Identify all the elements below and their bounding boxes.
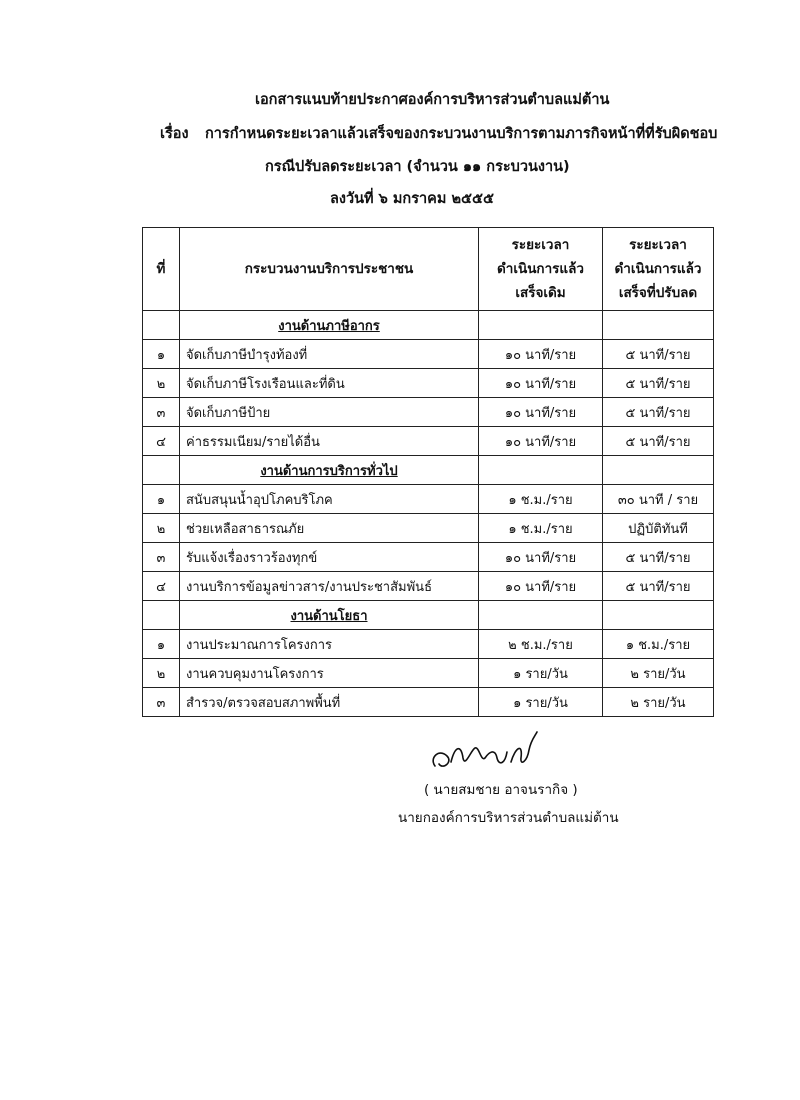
section-row <box>143 311 714 340</box>
section-no-cell <box>143 601 180 630</box>
col-header-old-line: ระยะเวลา <box>511 236 570 253</box>
section-title: งานด้านภาษีอากร <box>180 311 479 340</box>
process-name: งานบริการข้อมูลข่าวสาร/งานประชาสัมพันธ์ <box>186 579 433 595</box>
col-header-old-line: เสร็จเดิม <box>515 285 566 302</box>
process-name-cell <box>180 427 479 456</box>
new-duration: ๓๐ นาที / ราย <box>603 485 714 514</box>
row-number: ๔ <box>143 427 180 456</box>
col-header-new-time <box>603 228 714 311</box>
table-row <box>143 340 714 369</box>
section-old-cell <box>479 311 603 340</box>
new-duration: ๒ ราย/วัน <box>603 659 714 688</box>
table-row <box>143 514 714 543</box>
table-row <box>143 485 714 514</box>
process-table <box>142 227 714 717</box>
row-number: ๑ <box>143 485 180 514</box>
section-new-cell <box>603 311 714 340</box>
col-header-new-line: ระยะเวลา <box>629 236 687 253</box>
subject-subtitle: กรณีปรับลดระยะเวลา (จำนวน ๑๑ กระบวนงาน) <box>265 159 570 175</box>
old-duration: ๑ ราย/วัน <box>479 688 603 717</box>
new-duration: ๒ ราย/วัน <box>603 688 714 717</box>
new-duration: ๕ นาที/ราย <box>603 543 714 572</box>
section-row <box>143 601 714 630</box>
section-new-cell <box>603 601 714 630</box>
process-name-cell <box>180 398 479 427</box>
old-duration: ๑ ช.ม./ราย <box>479 514 603 543</box>
old-duration: ๑๐ นาที/ราย <box>479 427 603 456</box>
col-header-no: ที่ <box>143 228 180 311</box>
new-duration: ๕ นาที/ราย <box>603 398 714 427</box>
old-duration: ๑๐ นาที/ราย <box>479 340 603 369</box>
col-header-new-line: เสร็จที่ปรับลด <box>618 285 698 302</box>
process-name: ค่าธรรมเนียม/รายได้อื่น <box>186 434 320 450</box>
old-duration: ๑๐ นาที/ราย <box>479 572 603 601</box>
process-name-cell <box>180 369 479 398</box>
col-header-new-line: ดำเนินการแล้ว <box>614 260 702 277</box>
section-old-cell <box>479 456 603 485</box>
subject-text: การกำหนดระยะเวลาแล้วเสร็จของกระบวนงานบริการตามภารกิจหน้าที่ที่รับผิดชอบ <box>205 126 718 142</box>
subject-label: เรื่อง <box>160 126 189 142</box>
section-new-cell <box>603 456 714 485</box>
old-duration: ๑๐ นาที/ราย <box>479 369 603 398</box>
old-duration: ๑๐ นาที/ราย <box>479 398 603 427</box>
table-row <box>143 659 714 688</box>
table-body <box>143 311 714 717</box>
old-duration: ๒ ช.ม./ราย <box>479 630 603 659</box>
process-name: สำรวจ/ตรวจสอบสภาพพื้นที่ <box>186 695 341 711</box>
document-title: เอกสารแนบท้ายประกาศองค์การบริหารส่วนตำบลแม่ต้าน <box>255 92 610 108</box>
new-duration: ๕ นาที/ราย <box>603 427 714 456</box>
section-title: งานด้านการบริการทั่วไป <box>180 456 479 485</box>
row-number: ๓ <box>143 543 180 572</box>
process-name: จัดเก็บภาษีป้าย <box>186 405 271 421</box>
table-row <box>143 630 714 659</box>
process-name: จัดเก็บภาษีบำรุงท้องที่ <box>186 347 308 363</box>
process-name-cell <box>180 543 479 572</box>
process-name: จัดเก็บภาษีโรงเรือนและที่ดิน <box>186 376 345 392</box>
old-duration: ๑๐ นาที/ราย <box>479 543 603 572</box>
new-duration: ๕ นาที/ราย <box>603 572 714 601</box>
process-name-cell <box>180 485 479 514</box>
old-duration: ๑ ราย/วัน <box>479 659 603 688</box>
old-duration: ๑ ช.ม./ราย <box>479 485 603 514</box>
process-name: งานควบคุมงานโครงการ <box>186 666 324 682</box>
signatory-position: นายกองค์การบริหารส่วนตำบลแม่ต้าน <box>398 810 619 826</box>
table-row <box>143 688 714 717</box>
section-row <box>143 456 714 485</box>
col-header-old-time <box>479 228 603 311</box>
row-number: ๒ <box>143 659 180 688</box>
new-duration: ๕ นาที/ราย <box>603 340 714 369</box>
row-number: ๒ <box>143 369 180 398</box>
col-header-process: กระบวนงานบริการประชาชน <box>180 228 479 311</box>
new-duration: ปฏิบัติทันที <box>603 514 714 543</box>
process-name-cell <box>180 514 479 543</box>
new-duration: ๕ นาที/ราย <box>603 369 714 398</box>
table-row <box>143 369 714 398</box>
col-header-old-line: ดำเนินการแล้ว <box>497 260 584 277</box>
document-date: ลงวันที่ ๖ มกราคม ๒๕๕๕ <box>330 191 494 207</box>
process-name-cell <box>180 572 479 601</box>
row-number: ๓ <box>143 688 180 717</box>
row-number: ๓ <box>143 398 180 427</box>
section-title: งานด้านโยธา <box>180 601 479 630</box>
process-name: รับแจ้งเรื่องราวร้องทุกข์ <box>186 550 318 566</box>
process-name-cell <box>180 688 479 717</box>
table-row <box>143 398 714 427</box>
process-name: งานประมาณการโครงการ <box>186 637 332 653</box>
section-no-cell <box>143 456 180 485</box>
process-name: สนับสนุนน้ำอุปโภคบริโภค <box>186 492 333 508</box>
process-name-cell <box>180 340 479 369</box>
table-row <box>143 572 714 601</box>
process-name: ช่วยเหลือสาธารณภัย <box>186 521 305 537</box>
row-number: ๑ <box>143 630 180 659</box>
process-name-cell <box>180 659 479 688</box>
signatory-name: ( นายสมชาย อาจนรากิจ ) <box>424 782 578 798</box>
new-duration: ๑ ช.ม./ราย <box>603 630 714 659</box>
table-header-row <box>143 228 714 311</box>
row-number: ๒ <box>143 514 180 543</box>
section-no-cell <box>143 311 180 340</box>
row-number: ๔ <box>143 572 180 601</box>
process-name-cell <box>180 630 479 659</box>
signature-image <box>425 728 565 778</box>
section-old-cell <box>479 601 603 630</box>
table-row <box>143 427 714 456</box>
table-row <box>143 543 714 572</box>
row-number: ๑ <box>143 340 180 369</box>
